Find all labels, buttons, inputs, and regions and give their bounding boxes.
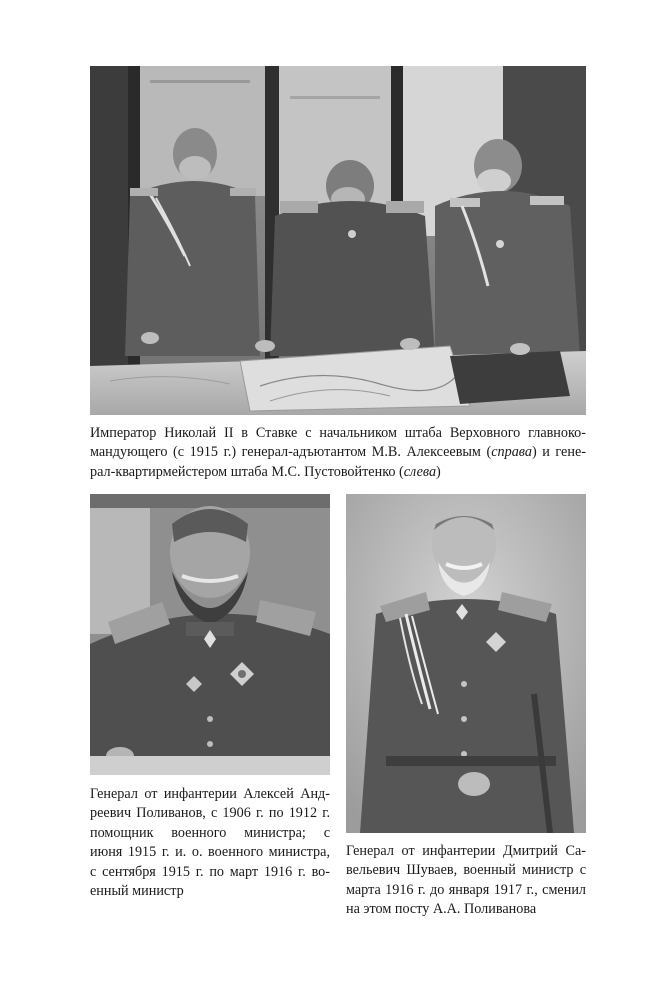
caption-line: реевич Поливанов, с 1906 г. по 1912 г. bbox=[90, 805, 330, 822]
caption-line: енный министр bbox=[90, 883, 184, 900]
caption-text: ) bbox=[436, 463, 441, 480]
photo-emperor-at-headquarters bbox=[90, 66, 586, 415]
photo-emperor-at-headquarters-image bbox=[90, 66, 586, 415]
caption-italic-text: слева bbox=[403, 463, 437, 480]
caption-line: Генерал от инфантерии Алексей Анд- bbox=[90, 786, 330, 802]
caption-shuvaev bbox=[346, 842, 586, 920]
caption-emperor-at-headquarters bbox=[90, 424, 586, 482]
caption-text: ) и гене- bbox=[531, 444, 586, 461]
caption-line bbox=[90, 443, 586, 462]
caption-polivanov bbox=[90, 785, 330, 901]
caption-line: Император Николай II в Ставке с начальником штаба Верховного главноко- bbox=[90, 425, 586, 441]
caption-line: на этом посту А.А. Поливанова bbox=[346, 901, 537, 918]
caption-line: марта 1916 г. до января 1917 г., сменил bbox=[346, 881, 586, 898]
caption-line: помощник военного министра; с bbox=[90, 824, 330, 841]
caption-line: с сентября 1915 г. по март 1916 г. во- bbox=[90, 863, 330, 880]
photo-polivanov-portrait-image bbox=[90, 494, 330, 775]
caption-line bbox=[90, 463, 586, 482]
caption-italic-text: справа bbox=[491, 444, 532, 461]
caption-line: вельевич Шуваев, военный министр с bbox=[346, 862, 586, 879]
caption-text: мандующего (с 1915 г.) генерал-адъютантом М.В. Алексеевым ( bbox=[90, 444, 492, 461]
caption-line: Генерал от инфантерии Дмитрий Са- bbox=[346, 843, 586, 859]
caption-line: июня 1915 г. и. о. военного министра, bbox=[90, 844, 330, 861]
photo-shuvaev-portrait bbox=[346, 494, 586, 833]
caption-text: рал-квартирмейстером штаба М.С. Пустовойтенко ( bbox=[90, 463, 404, 480]
photo-shuvaev-portrait-image bbox=[346, 494, 586, 833]
photo-polivanov-portrait bbox=[90, 494, 330, 775]
